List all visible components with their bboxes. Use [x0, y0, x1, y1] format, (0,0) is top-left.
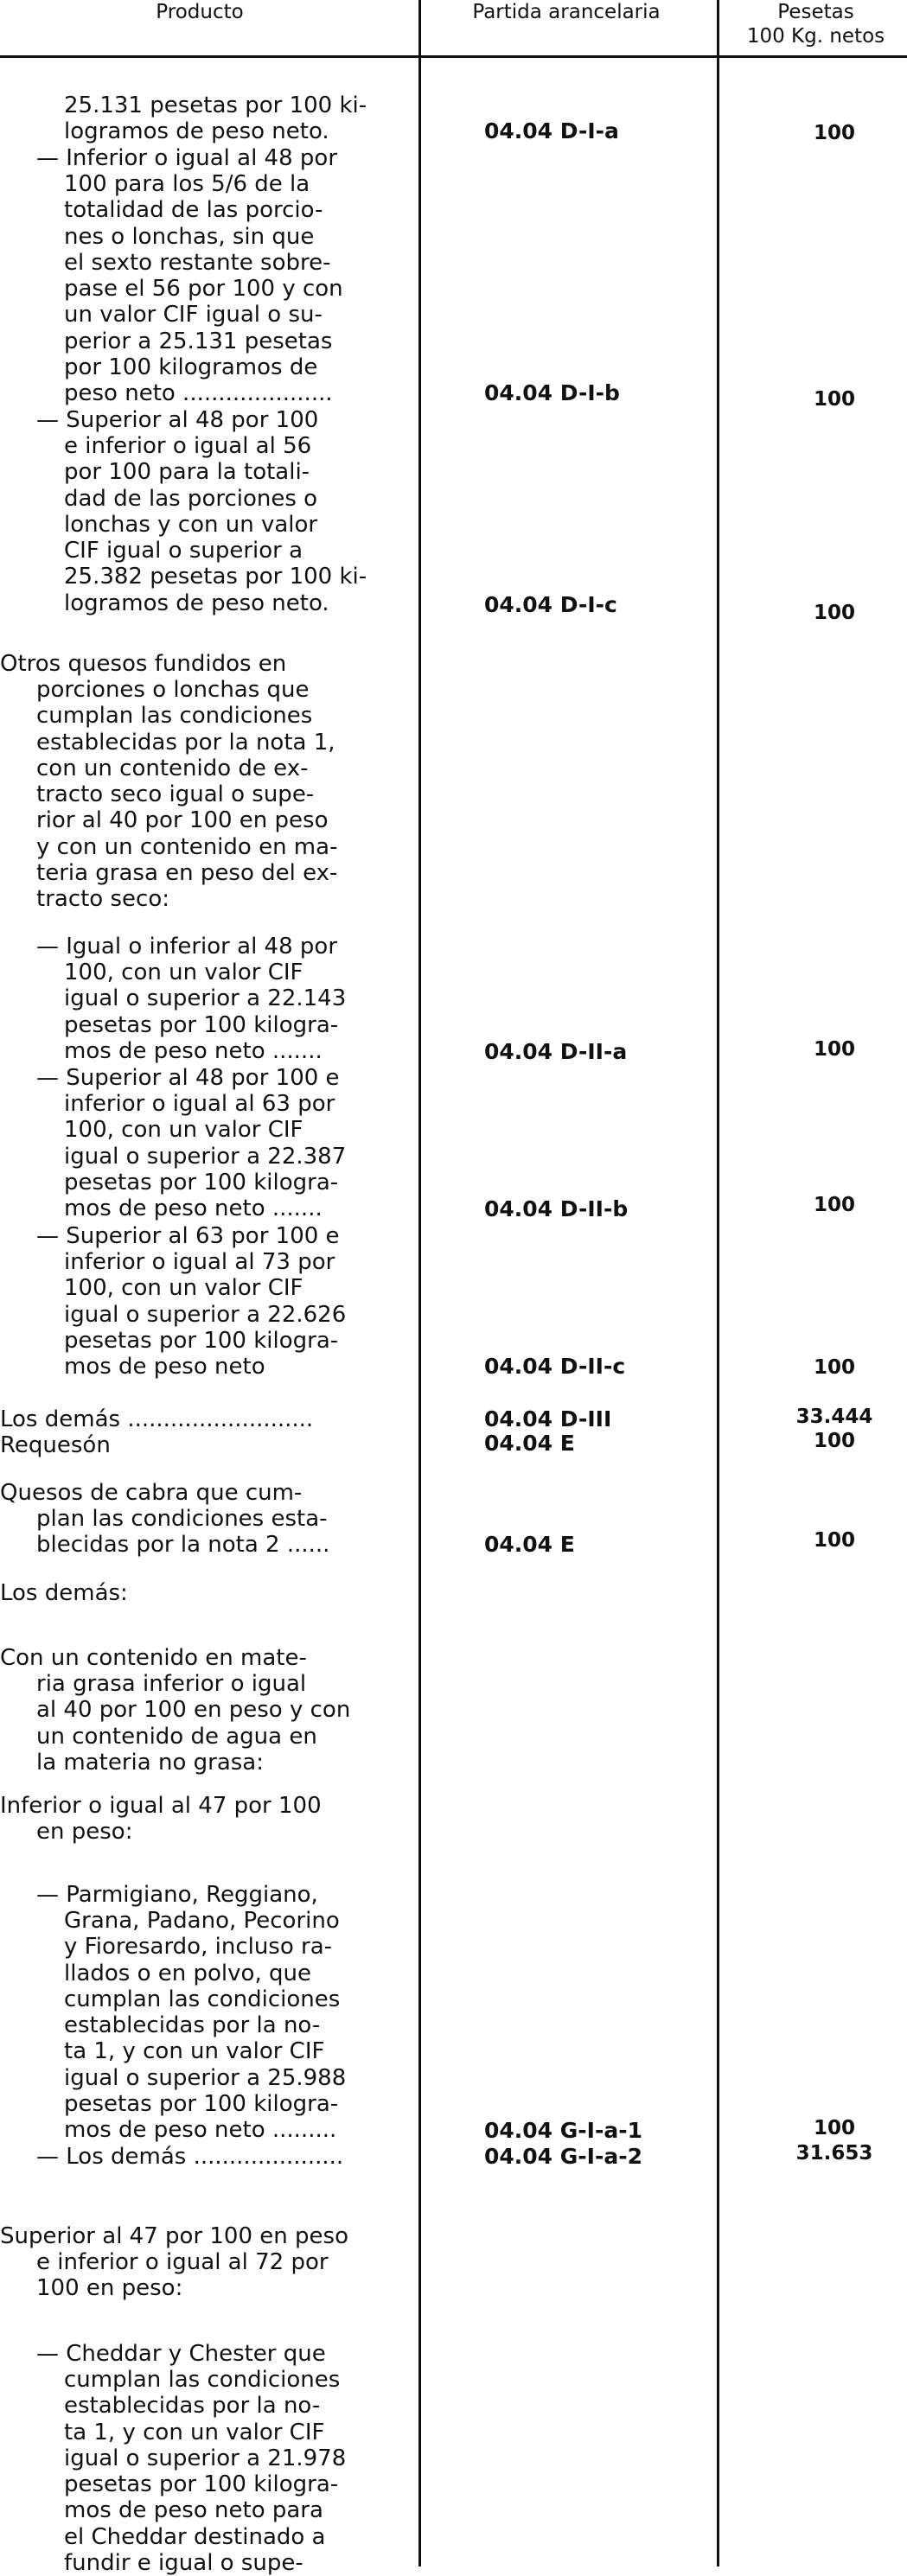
product-text: Otros quesos fundidos en	[0, 651, 287, 677]
tariff-code: 04.04 D-II-b	[484, 1196, 629, 1221]
product-text: Los demás:	[0, 1580, 128, 1606]
product-text: porciones o lonchas que cumplan las condiciones establecidas por la nota 1, con un contenido de ex- tracto seco igual o supe- rior al 40 por 100 en peso y con un contenido en ma- teria grasa en peso del ex- tracto seco:	[36, 677, 338, 913]
product-text: — Cheddar y Chester que	[36, 2341, 326, 2367]
product-text: Inferior o igual al 47 por 100	[0, 1793, 322, 1819]
pesetas-value: 100	[813, 122, 855, 144]
product-text: — Inferior o igual al 48 por	[36, 145, 338, 171]
header-pesetas	[725, 0, 907, 48]
header-pesetas-line2: 100 Kg. netos	[746, 25, 885, 48]
product-text: inferior o igual al 73 por 100, con un valor CIF igual o superior a 22.626 pesetas por 100 kilogra- mos de peso neto	[64, 1249, 347, 1380]
header-rule	[0, 55, 907, 58]
pesetas-value: 100	[813, 1430, 855, 1452]
product-text: cumplan las condiciones establecidas por la no- ta 1, y con un valor CIF igual o superior a 21.978 pesetas por 100 kilogra- mos de peso neto para el Cheddar destinado a fundir e igual o supe-	[64, 2367, 347, 2576]
pesetas-value: 33.444	[795, 1406, 873, 1428]
product-text: 25.131 pesetas por 100 ki- logramos de peso neto.	[64, 92, 367, 145]
tariff-code: 04.04 D-I-c	[484, 592, 617, 617]
product-text: Superior al 47 por 100 en peso	[0, 2223, 348, 2249]
pesetas-value: 100	[813, 602, 855, 624]
tariff-code: 04.04 D-I-a	[484, 118, 619, 143]
tariff-code: 04.04 E	[484, 1532, 575, 1557]
tariff-code: 04.04 D-III	[484, 1406, 612, 1431]
pesetas-value: 100	[813, 2117, 855, 2139]
pesetas-value: 100	[813, 388, 855, 411]
pesetas-value: 100	[813, 1356, 855, 1379]
pesetas-value: 100	[813, 1038, 855, 1061]
product-text: Con un contenido en mate-	[0, 1645, 307, 1671]
tariff-code: 04.04 G-I-a-1	[484, 2118, 642, 2143]
pesetas-value: 100	[813, 1529, 855, 1552]
header-pesetas-line1: Pesetas	[777, 1, 854, 23]
column-divider-2	[717, 0, 719, 2566]
product-text: Quesos de cabra que cum-	[0, 1480, 303, 1506]
tariff-code: 04.04 D-II-a	[484, 1039, 628, 1064]
tariff-code: 04.04 E	[484, 1431, 575, 1456]
product-text: 100, con un valor CIF igual o superior a 22.143 pesetas por 100 kilogra- mos de peso neto .......	[64, 960, 347, 1064]
header-partida-arancelaria: Partida arancelaria	[472, 1, 661, 23]
column-divider-1	[418, 0, 421, 2566]
tariff-code: 04.04 D-II-c	[484, 1354, 626, 1379]
product-text: — Parmigiano, Reggiano,	[36, 1882, 318, 1908]
product-text: e inferior o igual al 72 por 100 en peso:	[36, 2249, 329, 2302]
pesetas-value: 31.653	[795, 2142, 873, 2165]
pesetas-value: 100	[813, 1194, 855, 1216]
header-producto: Producto	[156, 1, 244, 23]
product-text: plan las condiciones esta- blecidas por la nota 2 ......	[36, 1506, 330, 1559]
tariff-code: 04.04 G-I-a-2	[484, 2144, 642, 2169]
product-text: e inferior o igual al 56 por 100 para la totali- dad de las porciones o lonchas y con un valor CIF igual o superior a 25.382 pesetas por 100 ki- logramos de peso neto.	[64, 433, 367, 616]
product-text: ria grasa inferior o igual al 40 por 100 en peso y con un contenido de agua en la materia no grasa:	[36, 1671, 351, 1776]
product-text: Los demás .......................... Requesón	[0, 1406, 314, 1459]
tariff-code: 04.04 D-I-b	[484, 380, 620, 405]
product-text: — Superior al 48 por 100	[36, 407, 319, 433]
product-text: en peso:	[36, 1819, 133, 1845]
product-text: — Igual o inferior al 48 por	[36, 934, 338, 960]
product-text: — Los demás .....................	[36, 2144, 344, 2170]
product-text: Grana, Padano, Pecorino y Fioresardo, incluso ra- llados o en polvo, que cumplan las condiciones establecidas por la no- ta 1, y con un valor CIF igual o superior a 25.988 pesetas por 100 kilogra- mos de peso neto .........	[64, 1908, 347, 2144]
product-text: inferior o igual al 63 por 100, con un valor CIF igual o superior a 22.387 pesetas por 100 kilogra- mos de peso neto .......	[64, 1091, 347, 1222]
product-text: — Superior al 63 por 100 e	[36, 1223, 340, 1249]
product-text: 100 para los 5/6 de la totalidad de las porcio- nes o lonchas, sin que el sexto restante sobre- pase el 56 por 100 y con un valor CIF igual o su- perior a 25.131 pesetas por 100 kilogramos de peso neto .....................	[64, 171, 343, 407]
product-text: — Superior al 48 por 100 e	[36, 1065, 340, 1091]
